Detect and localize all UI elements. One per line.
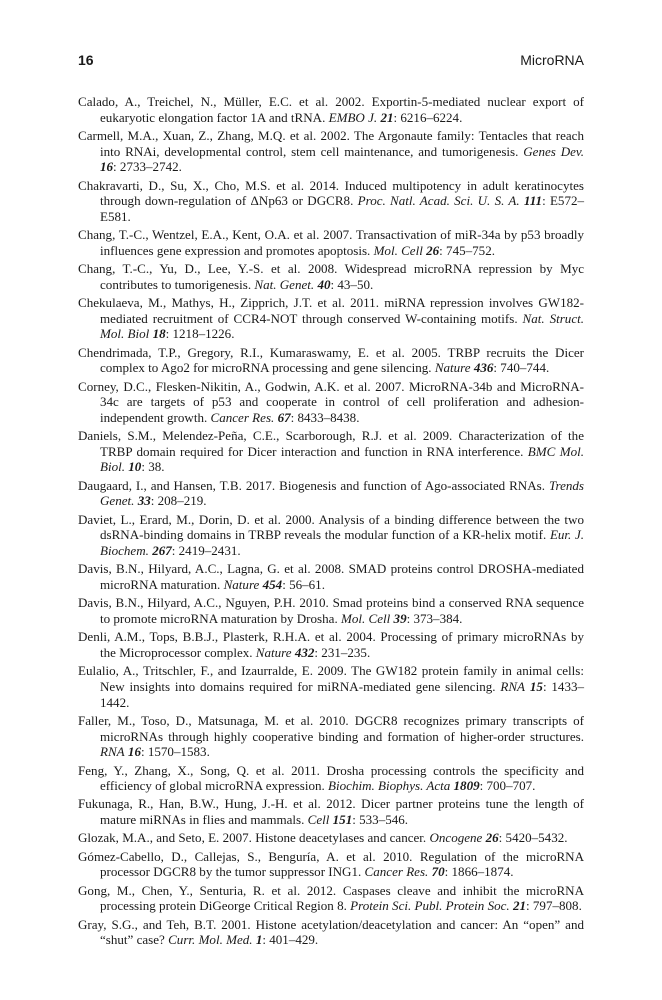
reference-title: Induced multipotency in adult keratinocytes through down-regulation of ΔNp63 or DGCR8. [100,177,584,209]
reference-pages: : 1570–1583. [140,744,210,760]
reference-title: Characterization of the TRBP domain required for Dicer interaction and function in RNA interference. [100,428,584,459]
reference-pages: : 373–384. [406,610,463,626]
reference-entry [78,595,584,626]
reference-journal: Mol. Cell [373,242,423,258]
reference-pages: : 2419–2431. [171,543,241,558]
reference-title: Transactivation of miR-34a by p53 broadly influences gene expression and promotes apoptosis. [100,227,585,258]
reference-volume: 436 [473,360,494,376]
reference-authors: Glozak, M.A., and Seto, E. 2007. [78,830,252,846]
reference-authors: Chang, T.-C., Wentzel, E.A., Kent, O.A. et al. 2007. [78,227,353,243]
reference-entry [78,883,584,914]
reference-volume: 16 [100,159,114,175]
reference-volume: 26 [485,830,499,846]
reference-journal: Cell [307,812,330,828]
reference-pages: : 1218–1226. [165,326,235,342]
reference-journal: Proc. Natl. Acad. Sci. U. S. A. [357,193,520,209]
reference-volume: 454 [262,576,283,592]
reference-authors: Denli, A.M., Tops, B.B.J., Plasterk, R.H.A. et al. 2004. [78,629,376,645]
reference-title: TRBP recruits the Dicer complex to Ago2 for microRNA processing and gene silencing. [100,344,584,376]
reference-journal: RNA [100,744,125,760]
reference-volume: 26 [426,242,440,258]
reference-journal: Cancer Res. [210,409,275,425]
reference-entry [78,512,584,559]
reference-title: Regulation of the microRNA processor DGCR8 by the tumor suppressor ING1. [100,848,585,880]
reference-entry [78,128,584,175]
reference-authors: Davis, B.N., Hilyard, A.C., Lagna, G. et al. 2008. [78,561,345,577]
reference-volume: 267 [152,543,172,558]
reference-journal: Biochim. Biophys. Acta [328,778,451,794]
reference-title: The Argonaute family: Tentacles that reach into RNAi, developmental control, stem cell maintenance, and tumorigenesis. [100,127,584,159]
reference-entry [78,178,584,225]
reference-journal: RNA [500,678,526,694]
reference-journal: Nature [434,360,471,376]
reference-authors: Chekulaeva, M., Mathys, H., Zipprich, J.T. et al. 2011. [78,295,379,311]
reference-entry [78,629,584,660]
reference-entry [78,227,584,258]
reference-entry [78,345,584,376]
reference-journal: Curr. Mol. Med. [168,932,253,948]
reference-pages: : 401–429. [262,932,319,948]
reference-pages: : 1866–1874. [444,864,514,880]
reference-journal: Nature [255,644,292,660]
running-head: MicroRNA [520,52,584,68]
reference-authors: Chakravarti, D., Su, X., Cho, M.S. et al. 2014. [78,177,339,193]
reference-volume: 18 [152,326,166,342]
reference-volume: 16 [127,744,141,760]
reference-journal: Trends Genet. [100,477,585,509]
reference-entry [78,796,584,827]
reference-volume: 15 [529,678,543,694]
reference-journal: Nat. Genet. [254,276,315,292]
reference-journal: Cancer Res. [364,864,429,880]
reference-entry [78,713,584,760]
reference-pages: : E572–E581. [100,193,585,224]
reference-entry [78,561,584,592]
reference-pages: : 8433–8438. [290,409,360,425]
reference-entry [78,763,584,794]
reference-journal: Oncogene [429,830,483,846]
reference-journal: Mol. Cell [340,610,391,626]
reference-authors: Faller, M., Toso, D., Matsunaga, M. et al. 2010. [78,712,349,728]
reference-authors: Carmell, M.A., Xuan, Z., Zhang, M.Q. et al. 2002. [78,127,350,143]
reference-title: Analysis of a binding difference between the two dsRNA-binding domains in TRBP reveals the modular function of a KR-helix motif. [100,511,584,543]
reference-journal: Genes Dev. [523,143,584,159]
reference-pages: : 797–808. [526,898,582,914]
reference-volume: 21 [512,898,527,914]
reference-entry [78,428,584,475]
reference-authors: Gómez-Cabello, D., Callejas, S., Benguría, A. et al. 2010. [78,848,413,864]
reference-title: The GW182 protein family in animal cells: New insights into domains required for miRNA-mediated gene silencing. [100,663,584,694]
reference-volume: 21 [380,109,394,125]
reference-pages: : 208–219. [150,493,207,509]
reference-volume: 70 [431,864,445,880]
reference-volume: 1 [255,932,263,948]
reference-pages: : 745–752. [439,242,495,258]
reference-entry [78,917,584,948]
reference-list [78,94,584,951]
reference-pages: : 1433–1442. [100,678,585,710]
reference-authors: Chang, T.-C., Yu, D., Lee, Y.-S. et al. 2008. [78,261,338,277]
page-number: 16 [78,52,94,68]
reference-pages: : 533–546. [352,812,409,828]
reference-volume: 33 [137,493,151,509]
reference-authors: Corney, D.C., Flesken-Nikitin, A., Godwin, A.K. et al. 2007. [78,378,405,394]
reference-title: Widespread microRNA repression by Myc contributes to tumorigenesis. [100,261,585,292]
reference-entry [78,478,584,509]
reference-journal: Eur. J. Biochem. [100,527,585,558]
reference-title: Drosha processing controls the specificity and efficiency of global microRNA expression. [100,762,584,794]
reference-title: Histone deacetylases and cancer. [255,830,427,846]
reference-title: Exportin-5-mediated nuclear export of eukaryotic elongation factor 1A and tRNA. [100,94,585,125]
reference-title: Processing of primary microRNAs by the Microprocessor complex. [100,629,584,660]
reference-title: Dicer partner proteins tune the length of mature miRNAs in flies and mammals. [100,796,585,828]
reference-entry [78,849,584,880]
reference-authors: Feng, Y., Zhang, X., Song, Q. et al. 2011. [78,762,320,778]
reference-authors: Chendrimada, T.P., Gregory, R.I., Kumaraswamy, E. et al. 2005. [78,344,441,360]
page-header [78,52,584,68]
reference-volume: 39 [393,610,407,626]
reference-title: DGCR8 recognizes primary transcripts of microRNAs through highly cooperative binding and formation of higher-order structures. [100,712,584,744]
reference-journal: Nat. Struct. Mol. Biol [100,310,584,342]
reference-pages: : 43–50. [330,276,374,292]
reference-volume: 151 [332,812,353,828]
reference-entry [78,94,584,125]
reference-pages: : 700–707. [479,778,536,794]
reference-volume: 1809 [453,778,480,794]
reference-entry [78,663,584,710]
reference-journal: EMBO J. [328,109,378,125]
reference-title: Histone acetylation/deacetylation and cancer: An “open” and “shut” case? [100,916,585,948]
reference-pages: : 2733–2742. [113,159,182,175]
reference-entry [78,295,584,342]
reference-entry [78,261,584,292]
reference-authors: Fukunaga, R., Han, B.W., Hung, J.-H. et al. 2012. [78,796,356,812]
reference-entry [78,830,584,846]
reference-authors: Daniels, S.M., Melendez-Peña, C.E., Scarborough, R.J. et al. 2009. [78,428,453,444]
reference-title: miRNA repression involves GW182-mediated recruitment of CCR4-NOT through conserved W-containing motifs. [100,295,585,326]
reference-journal: Protein Sci. Publ. Protein Soc. [350,898,510,914]
reference-pages: : 56–61. [282,576,325,592]
reference-journal: Nature [223,576,260,592]
reference-pages: : 5420–5432. [498,830,568,846]
reference-journal: BMC Mol. Biol. [100,443,584,475]
reference-authors: Calado, A., Treichel, N., Müller, E.C. et al. 2002. [78,94,365,109]
reference-entry [78,379,584,426]
reference-pages: : 740–744. [493,360,550,376]
reference-title: Smad proteins bind a conserved RNA sequence to promote microRNA maturation by Drosha. [100,595,584,626]
reference-pages: : 231–235. [314,644,371,660]
reference-pages: : 38. [141,459,165,475]
reference-authors: Gong, M., Chen, Y., Senturia, R. et al. 2012. [78,882,337,898]
reference-authors: Gray, S.G., and Teh, B.T. 2001. [78,916,251,932]
reference-volume: 111 [523,193,543,209]
reference-title: SMAD proteins control DROSHA-mediated microRNA maturation. [100,561,584,592]
reference-volume: 432 [294,644,315,660]
reference-volume: 67 [277,409,291,425]
reference-title: Caspases cleave and inhibit the microRNA processing protein DiGeorge Critical Region 8. [100,882,584,914]
reference-authors: Eulalio, A., Tritschler, F., and Izaurralde, E. 2009. [78,663,347,679]
reference-volume: 10 [128,459,142,475]
reference-title: MicroRNA-34b and MicroRNA-34c are targets of p53 and cooperate in control of cell proliferation and adhesion-independent growth. [100,378,585,425]
reference-authors: Davis, B.N., Hilyard, A.C., Nguyen, P.H. 2010. [78,595,329,611]
reference-authors: Daugaard, I., and Hansen, T.B. 2017. [78,477,276,493]
reference-authors: Daviet, L., Erard, M., Dorin, D. et al. 2000. [78,511,315,527]
reference-pages: : 6216–6224. [393,109,463,125]
reference-title: Biogenesis and function of Ago-associated RNAs. [279,477,545,493]
reference-volume: 40 [317,276,331,292]
